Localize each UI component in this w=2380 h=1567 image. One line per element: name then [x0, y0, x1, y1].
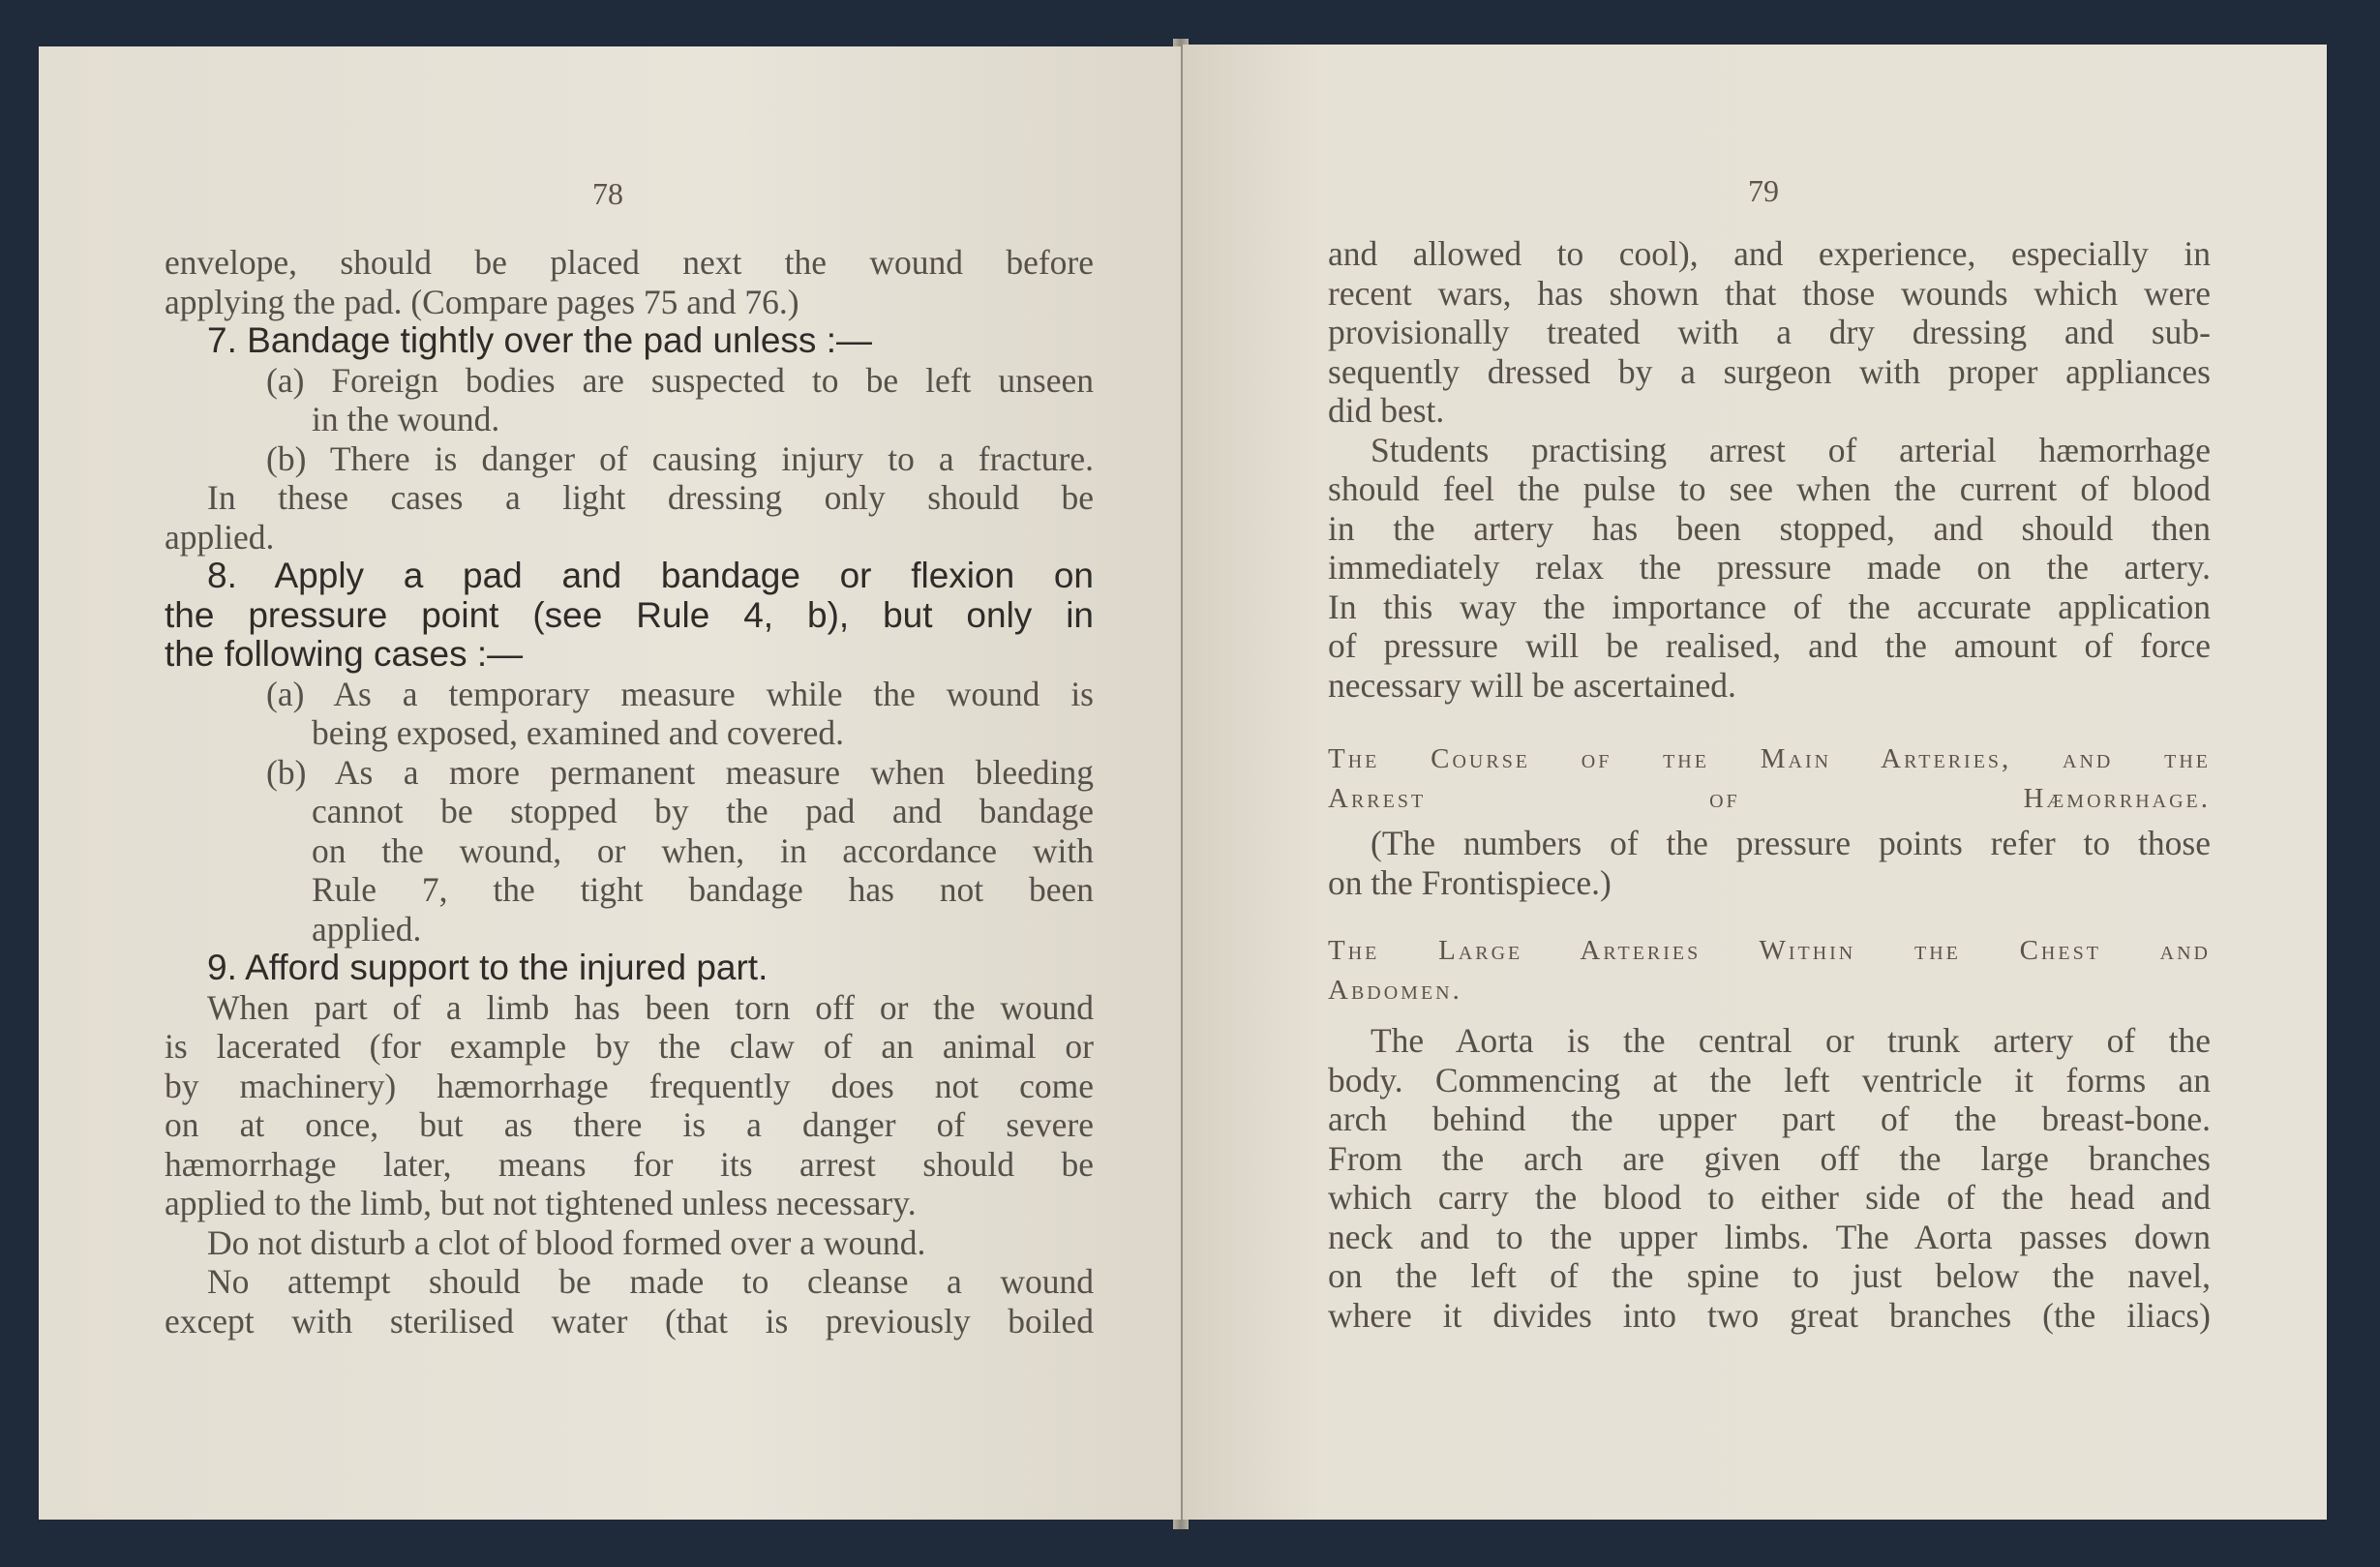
text-line: applied.	[312, 909, 422, 949]
text-line: where it divides into two great branches (the iliacs)	[1328, 1295, 2211, 1335]
text-line: applied to the limb, but not tightened unless necessary.	[165, 1184, 917, 1222]
text-line: In this way the importance of the accurate application	[1328, 587, 2211, 626]
text-line: Students practising arrest of arterial hæmorrhage	[1371, 430, 2211, 469]
text-line: (a) Foreign bodies are suspected to be left unseen	[266, 360, 1094, 400]
text-line: being exposed, examined and covered.	[312, 713, 845, 752]
text-line: in the wound.	[312, 400, 500, 438]
text-line: From the arch are given off the large branches	[1328, 1138, 2211, 1178]
text-line: The Aorta is the central or trunk artery of the	[1371, 1021, 2211, 1060]
rule-heading: the following cases :—	[165, 634, 524, 674]
text-line: neck and to the upper limbs. The Aorta passes down	[1328, 1217, 2211, 1256]
text-line: arch behind the upper part of the breast-bone.	[1328, 1100, 2211, 1138]
text-line: applied.	[165, 517, 275, 557]
text-line: body. Commencing at the left ventricle it forms an	[1328, 1060, 2211, 1100]
text-line: is lacerated (for example by the claw of an animal or	[165, 1027, 1094, 1066]
rule-heading: 7. Bandage tightly over the pad unless :—	[207, 320, 872, 360]
text-line: recent wars, has shown that those wounds which were	[1328, 273, 2211, 313]
text-line: No attempt should be made to cleanse a wound	[207, 1262, 1094, 1301]
rule-heading: the pressure point (see Rule 4, b), but only in	[165, 594, 1094, 635]
text-line: (The numbers of the pressure points refer to those	[1371, 824, 2211, 862]
text-line: In these cases a light dressing only should be	[207, 478, 1094, 517]
page-number: 79	[1748, 173, 1779, 208]
text-line: on the left of the spine to just below the navel,	[1328, 1256, 2211, 1295]
text-line: by machinery) hæmorrhage frequently does not come	[165, 1066, 1094, 1105]
text-line: Rule 7, the tight bandage has not been	[312, 870, 1094, 909]
text-line: applying the pad. (Compare pages 75 and 76.)	[165, 282, 799, 321]
section-heading: Arrest of Hæmorrhage.	[1328, 782, 2211, 814]
text-line: hæmorrhage later, means for its arrest should be	[165, 1144, 1094, 1184]
text-line: of pressure will be realised, and the amount of force	[1328, 626, 2211, 665]
text-line: (b) There is danger of causing injury to a fracture.	[266, 438, 1094, 478]
rule-heading: 9. Afford support to the injured part.	[207, 948, 768, 987]
text-line: did best.	[1328, 391, 1445, 430]
text-line: in the artery has been stopped, and should then	[1328, 508, 2211, 548]
text-line: and allowed to cool), and experience, especially in	[1328, 234, 2211, 273]
section-heading: Abdomen.	[1328, 974, 1462, 1006]
section-heading: The Large Arteries Within the Chest and	[1328, 935, 2211, 966]
text-line: on at once, but as there is a danger of severe	[165, 1105, 1094, 1144]
text-line: cannot be stopped by the pad and bandage	[312, 792, 1094, 830]
text-line: except with sterilised water (that is previously boiled	[165, 1301, 1094, 1341]
text-line: When part of a limb has been torn off or the wound	[207, 987, 1094, 1027]
right-page	[1183, 45, 2327, 1520]
text-line: on the Frontispiece.)	[1328, 862, 1612, 902]
text-line: Do not disturb a clot of blood formed over a wound.	[207, 1222, 926, 1262]
text-line: should feel the pulse to see when the current of blood	[1328, 469, 2211, 508]
text-line: sequently dressed by a surgeon with proper appliances	[1328, 351, 2211, 391]
text-line: (a) As a temporary measure while the wound is	[266, 674, 1094, 713]
page-number: 78	[592, 176, 623, 211]
section-heading: The Course of the Main Arteries, and the	[1328, 743, 2211, 774]
rule-heading: 8. Apply a pad and bandage or flexion on	[207, 556, 1094, 595]
right-page-text	[1328, 234, 2211, 1335]
text-line: provisionally treated with a dry dressing and sub-	[1328, 313, 2211, 351]
text-line: which carry the blood to either side of the head and	[1328, 1178, 2211, 1217]
text-line: (b) As a more permanent measure when bleeding	[266, 752, 1094, 792]
left-page	[39, 46, 1181, 1520]
text-line: envelope, should be placed next the wound before	[165, 243, 1094, 282]
left-page-text	[165, 243, 1094, 1341]
text-line: immediately relax the pressure made on the artery.	[1328, 548, 2211, 587]
text-line: necessary will be ascertained.	[1328, 665, 1736, 705]
text-line: on the wound, or when, in accordance with	[312, 830, 1094, 870]
